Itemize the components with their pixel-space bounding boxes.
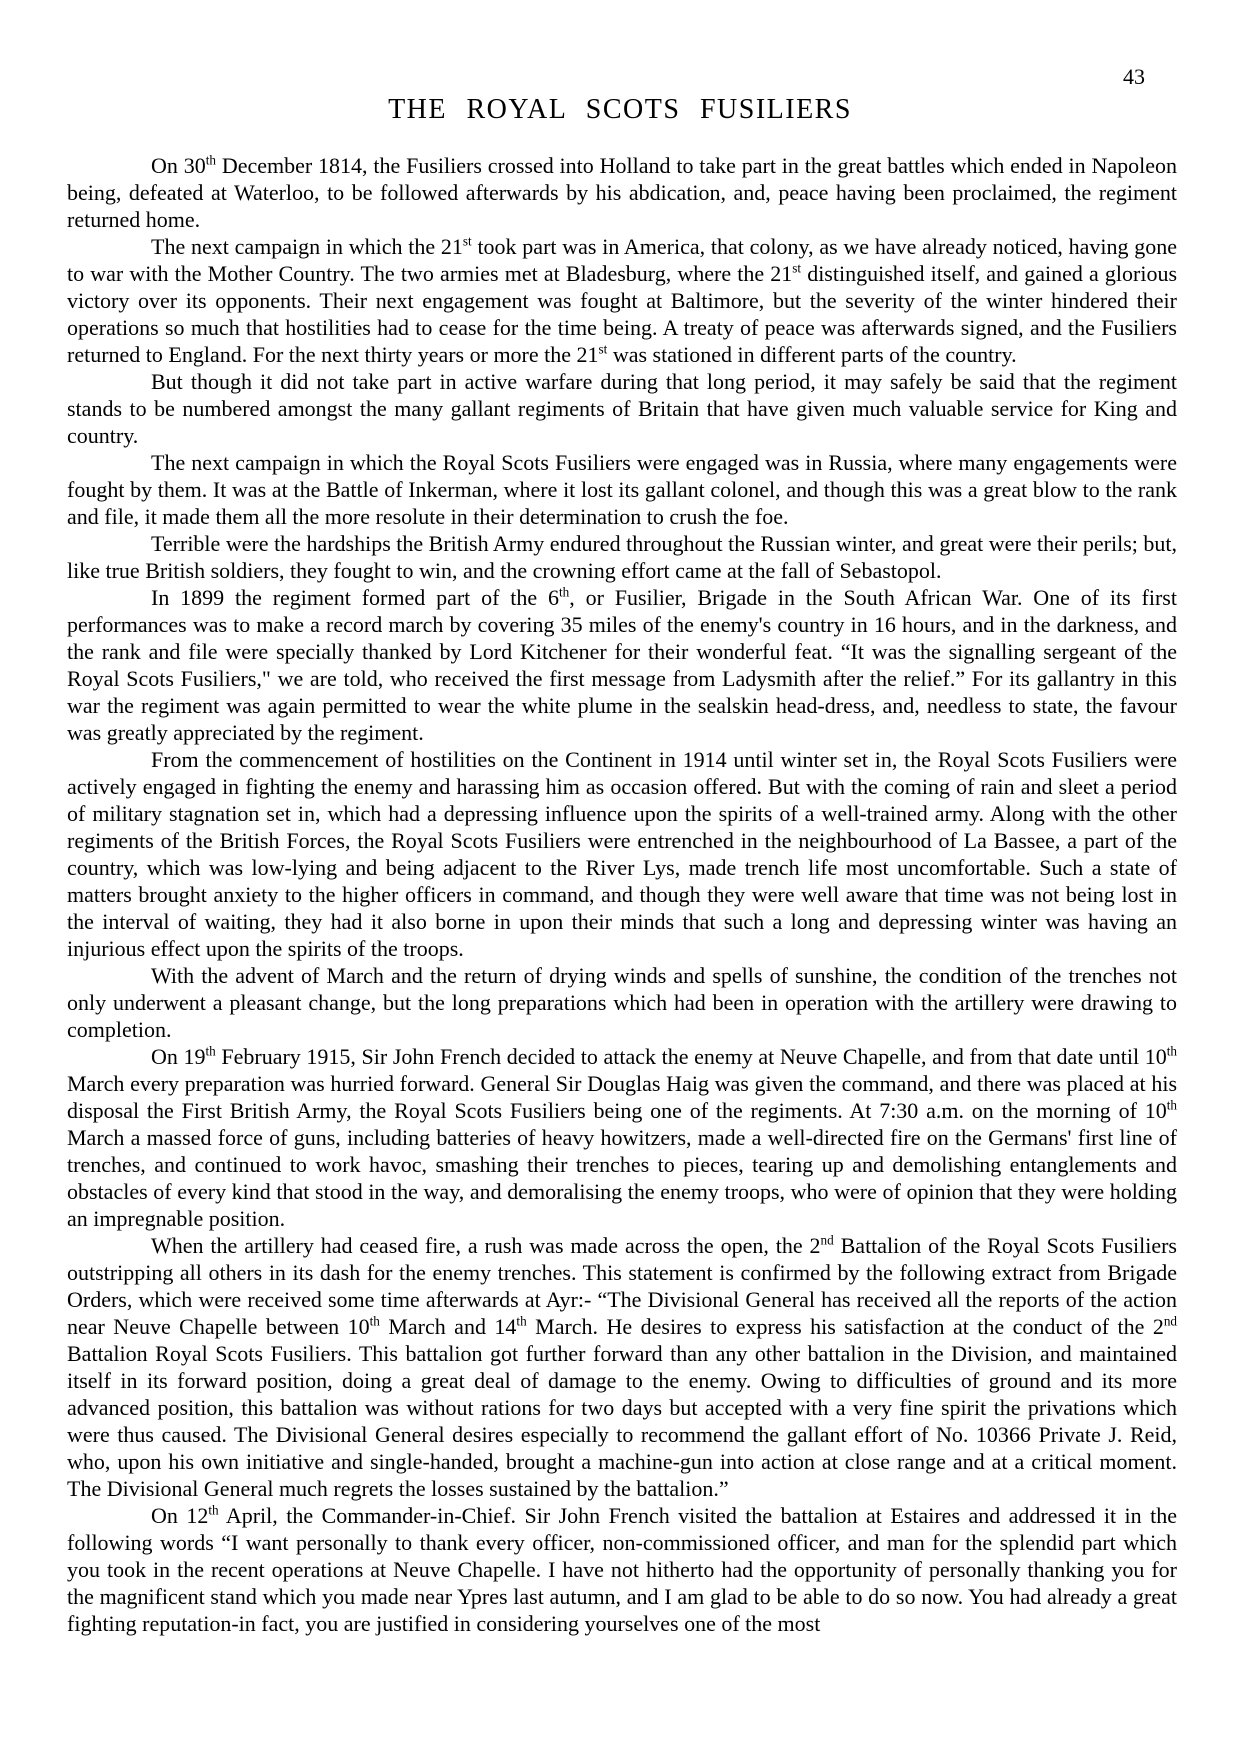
text-run: Battalion Royal Scots Fusiliers. This battalion got further forward than any other battalion in the Division, and maintained itself in its forward position, doing a great deal of damage to the enemy. Owing to difficulties of ground and its more advanced position, this battalion was without rations for two days but accepted with a very fine spirit the privations which were thus caused. The Divisional General desires especially to recommend the gallant effort of No. 10366 Private J. Reid, who, upon his own initiative and single-handed, brought a machine-gun into action at close range and at a critical moment. The Divisional General much regrets the losses sustained by the battalion.” <box>67 1341 1177 1501</box>
ordinal-superscript: th <box>516 1313 527 1329</box>
text-run: Battalion of the Royal Scots Fusiliers outstripping all others in its dash for the enemy trenches. This statement is confirmed by the following extract from Brigade Orders, which were received some time afterwards at Ayr:- “The Divisional General has received all the reports of the action near Neuve Chapelle between 10 <box>67 1233 1177 1339</box>
text-run: took part was in America, that colony, as we have already noticed, having gone to war with the Mother Country. The two armies met at Bladesburg, where the 21 <box>67 234 1177 286</box>
text-run: , or Fusilier, Brigade in the South African War. One of its first performances was to make a record march by covering 35 miles of the enemy's country in 16 hours, and in the darkness, and the rank and file were specially thanked by Lord Kitchener for their wonderful feat. “It was the signalling sergeant of the Royal Scots Fusiliers," we are told, who received the first message from Ladysmith after the relief.” For its gallantry in this war the regiment was again permitted to wear the white plume in the sealskin head-dress, and, needless to state, the favour was greatly appreciated by the regiment. <box>67 585 1177 745</box>
paragraph <box>67 530 1177 584</box>
body-paragraphs <box>67 152 1177 1637</box>
ordinal-superscript: th <box>1166 1043 1177 1059</box>
text-run: March every preparation was hurried forward. General Sir Douglas Haig was given the command, and there was placed at his disposal the First British Army, the Royal Scots Fusiliers being one of the regiments. At 7:30 a.m. on the morning of 10 <box>67 1071 1177 1123</box>
text-run: With the advent of March and the return of drying winds and spells of sunshine, the condition of the trenches not only underwent a pleasant change, but the long preparations which had been in operation with the artillery were drawing to completion. <box>67 963 1177 1042</box>
text-run: On 12 <box>151 1503 209 1528</box>
text-run: When the artillery had ceased fire, a rush was made across the open, the 2 <box>151 1233 821 1258</box>
paragraph <box>67 1232 1177 1502</box>
text-run: was stationed in different parts of the country. <box>607 342 1017 367</box>
ordinal-superscript: nd <box>820 1232 834 1248</box>
text-run: On 30 <box>151 153 206 178</box>
ordinal-superscript: th <box>558 584 570 600</box>
paragraph <box>67 449 1177 530</box>
text-run: December 1814, the Fusiliers crossed into Holland to take part in the great battles which ended in Napoleon being, defeated at Waterloo, to be followed afterwards by his abdication, and, peace having been proclaimed, the regiment returned home. <box>67 153 1178 232</box>
text-run: From the commencement of hostilities on the Continent in 1914 until winter set in, the Royal Scots Fusiliers were actively engaged in fighting the enemy and harassing him as occasion offered. But with the coming of rain and sleet a period of military stagnation set in, which had a depressing influence upon the spirits of a well-trained army. Along with the other regiments of the British Forces, the Royal Scots Fusiliers were entrenched in the neighbourhood of La Bassee, a part of the country, which was low-lying and being adjacent to the River Lys, made trench life most uncomfortable. Such a state of matters brought anxiety to the higher officers in command, and though they were well aware that time was not being lost in the interval of waiting, they had it also borne in upon their minds that such a long and depressing winter was having an injurious effect upon the spirits of the troops. <box>67 747 1177 961</box>
ordinal-superscript: nd <box>1163 1313 1178 1329</box>
ordinal-superscript: th <box>205 1043 216 1059</box>
ordinal-superscript: st <box>792 260 802 276</box>
text-run: March and 14 <box>379 1314 517 1339</box>
text-run: March a massed force of guns, including batteries of heavy howitzers, made a well-directed fire on the Germans' first line of trenches, and continued to work havoc, smashing their trenches to pieces, tearing up and demolishing entanglements and obstacles of every kind that stood in the way, and demoralising the enemy troops, who were of opinion that they were holding an impregnable position. <box>67 1125 1177 1231</box>
text-run: In 1899 the regiment formed part of the 6 <box>151 585 559 610</box>
text-run: The next campaign in which the 21 <box>151 234 463 259</box>
ordinal-superscript: th <box>369 1313 380 1329</box>
text-run: March. He desires to express his satisfaction at the conduct of the 2 <box>526 1314 1164 1339</box>
paragraph <box>67 746 1177 962</box>
ordinal-superscript: th <box>208 1502 219 1518</box>
ordinal-superscript: th <box>1166 1097 1177 1113</box>
paragraph <box>67 962 1177 1043</box>
text-run: April, the Commander-in-Chief. Sir John French visited the battalion at Estaires and addressed it in the following words “I want personally to thank every officer, non-commissioned officer, and man for the splendid part which you took in the recent operations at Neuve Chapelle. I have not hitherto had the opportunity of personally thanking you for the magnificent stand which you made near Ypres last autumn, and I am glad to be able to do so now. You had already a great fighting reputation-in fact, you are justified in considering yourselves one of the most <box>67 1503 1177 1636</box>
paragraph <box>67 368 1177 449</box>
paragraph <box>67 1043 1177 1232</box>
ordinal-superscript: st <box>462 233 472 249</box>
text-run: But though it did not take part in active warfare during that long period, it may safely be said that the regiment stands to be numbered amongst the many gallant regiments of Britain that have given much valuable service for King and country. <box>67 369 1177 448</box>
ordinal-superscript: st <box>598 341 608 357</box>
page-number: 43 <box>1123 64 1145 89</box>
text-run: distinguished itself, and gained a glorious victory over its opponents. Their next engagement was fought at Baltimore, but the severity of the winter hindered their operations so much that hostilities had to cease for the time being. A treaty of peace was afterwards signed, and the Fusiliers returned to England. For the next thirty years or more the 21 <box>67 261 1177 367</box>
text-run: Terrible were the hardships the British Army endured throughout the Russian winter, and great were their perils; but, like true British soldiers, they fought to win, and the crowning effort came at the fall of Sebastopol. <box>67 531 1177 583</box>
ordinal-superscript: th <box>205 152 216 168</box>
paragraph <box>67 584 1177 746</box>
text-run: On 19 <box>151 1044 206 1069</box>
paragraph <box>67 152 1177 233</box>
text-run: February 1915, Sir John French decided to attack the enemy at Neuve Chapelle, and from that date until 10 <box>215 1044 1167 1069</box>
paragraph <box>67 1502 1177 1637</box>
paragraph <box>67 233 1177 368</box>
text-run: The next campaign in which the Royal Scots Fusiliers were engaged was in Russia, where many engagements were fought by them. It was at the Battle of Inkerman, where it lost its gallant colonel, and though this was a great blow to the rank and file, it made them all the more resolute in their determination to crush the foe. <box>67 450 1177 529</box>
page-title: THE ROYAL SCOTS FUSILIERS <box>388 94 852 125</box>
